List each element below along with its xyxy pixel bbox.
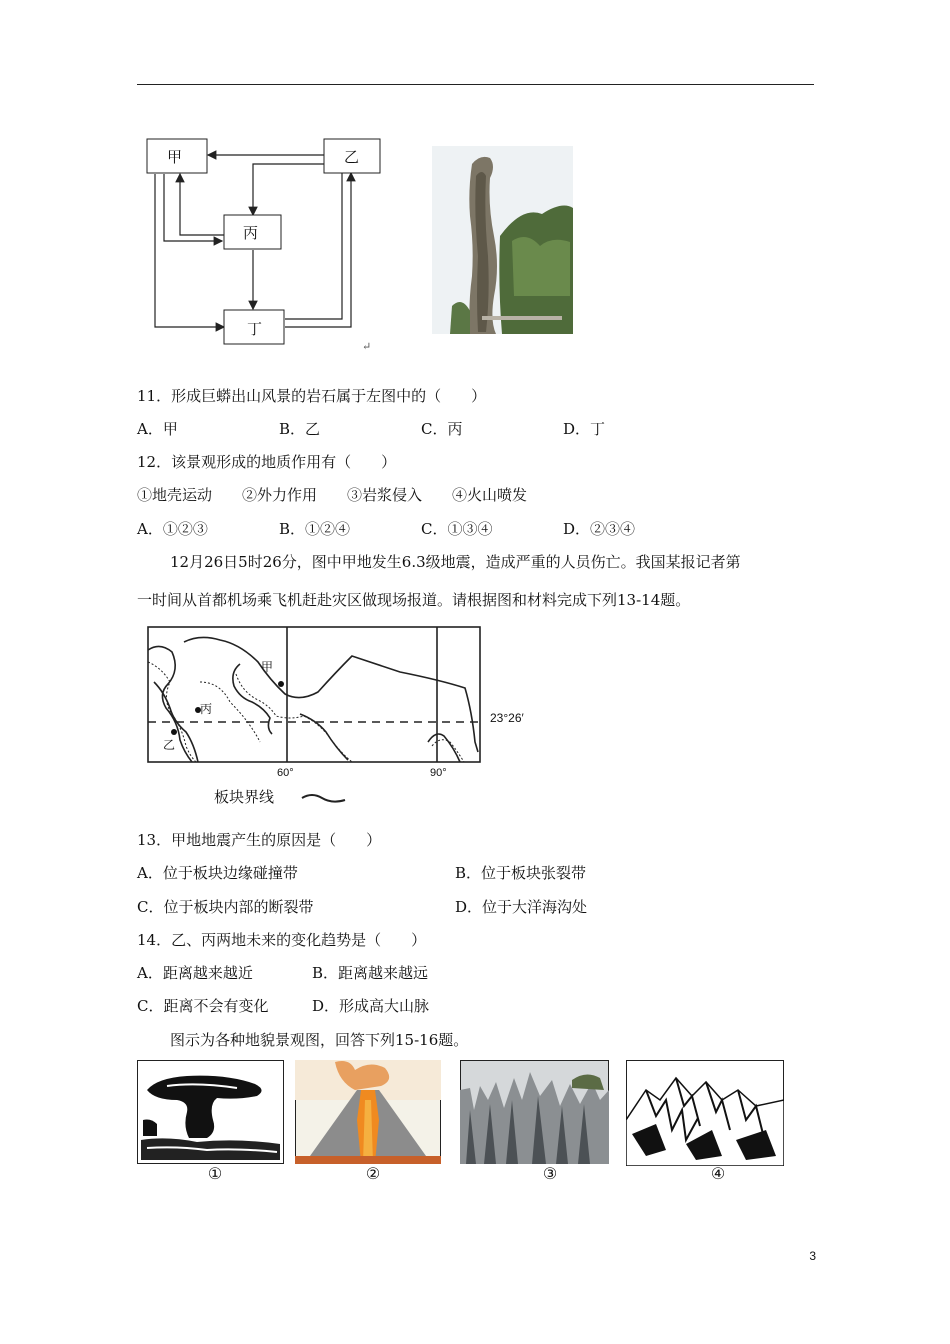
passage2: 图示为各种地貌景观图，回答下列15-16题。 [170,1031,469,1049]
map-label-yi: 乙 [163,738,176,752]
q14-option-c: C．距离不会有变化 [137,997,269,1015]
passage1-line2: 一时间从首都机场乘飞机赶赴灾区做现场报道。请根据图和材料完成下列13-14题。 [137,591,691,609]
page-number: 3 [809,1249,816,1263]
box-jia-label: 甲 [167,148,183,166]
landform-image-1 [137,1060,284,1164]
q11-stem: 11．形成巨蟒出山风景的岩石属于左图中的（ ） [137,387,487,405]
q11-option-b: B．乙 [279,420,321,438]
q13-stem: 13．甲地地震产生的原因是（ ） [137,831,382,849]
box-ding-label: 丁 [247,320,263,338]
q14-option-a: A．距离越来越近 [137,964,253,982]
q13-option-d: D．位于大洋海沟处 [455,898,588,916]
box-bing-label: 丙 [243,224,259,242]
box-yi-label: 乙 [344,148,360,166]
landform-image-3 [460,1060,609,1164]
header-rule [137,84,814,85]
map-lat-label: 23°26′ [490,711,524,725]
q12-option-a: A．①②③ [137,520,208,538]
plate-map [140,622,540,817]
map-label-bing: 丙 [200,702,213,716]
return-mark: ↵ [362,340,372,353]
q14-option-d: D．形成高大山脉 [312,997,430,1015]
q12-items: ①地壳运动 ②外力作用 ③岩浆侵入 ④火山喷发 [137,486,528,504]
q12-option-d: D．②③④ [563,520,636,538]
map-lon-60: 60° [277,767,294,779]
q12-stem: 12．该景观形成的地质作用有（ ） [137,453,397,471]
q11-option-c: C．丙 [421,420,463,438]
map-lon-90: 90° [430,767,447,779]
map-label-jia: 甲 [261,660,274,674]
landform-caption-1: ① [207,1164,223,1183]
q11-option-a: A．甲 [137,420,178,438]
landform-caption-2: ② [365,1164,381,1183]
landform-image-4 [626,1060,784,1166]
q14-option-b: B．距离越来越远 [312,964,429,982]
q13-option-a: A．位于板块边缘碰撞带 [137,864,298,882]
q12-option-c: C．①③④ [421,520,493,538]
landform-image-2 [295,1060,441,1164]
landform-caption-4: ④ [710,1164,726,1183]
q13-option-c: C．位于板块内部的断裂带 [137,898,314,916]
map-legend: 板块界线 [214,788,275,806]
q12-option-b: B．①②④ [279,520,351,538]
q11-option-d: D．丁 [563,420,606,438]
rock-pillar-photo [432,146,573,334]
q13-option-b: B．位于板块张裂带 [455,864,587,882]
passage1-line1: 12月26日5时26分，图中甲地发生6.3级地震，造成严重的人员伤亡。我国某报记者第 [170,553,741,571]
rock-cycle-diagram [140,135,390,360]
landform-caption-3: ③ [542,1164,558,1183]
q14-stem: 14．乙、丙两地未来的变化趋势是（ ） [137,931,427,949]
